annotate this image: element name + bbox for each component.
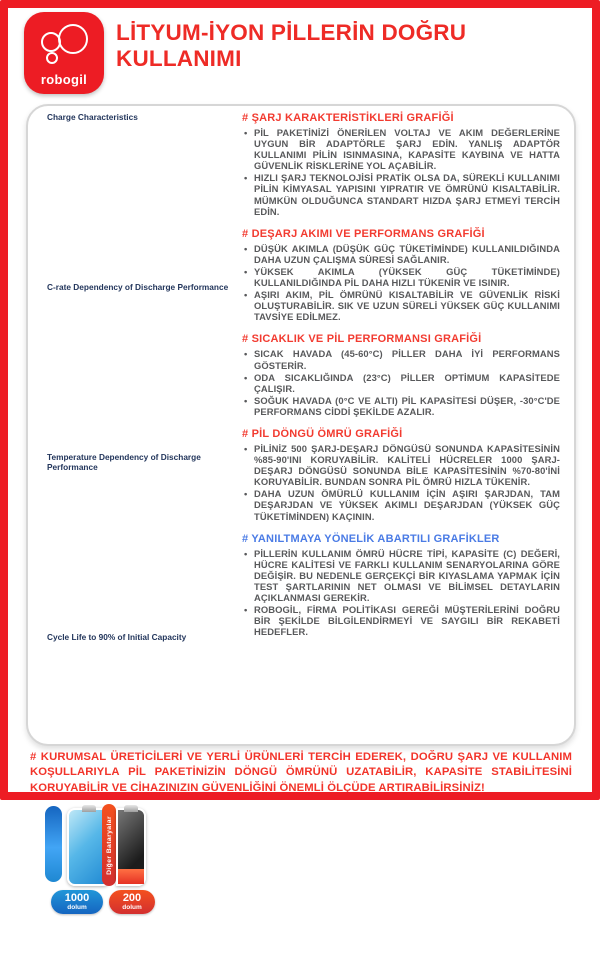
chart-crate-discharge: [41, 282, 237, 444]
text-column: [242, 112, 560, 648]
bullet-item: • YÜKSEK AKIMLA (YÜKSEK GÜÇ TÜKETİMİNDE) KULLANILDIĞINDA PİL DAHA HIZLI TÜKENİR VE ISINIR.: [242, 266, 560, 288]
blue-bar-shape: [45, 806, 62, 882]
chart-title: Temperature Dependency of Discharge Performance: [47, 452, 201, 472]
bullet-item: • PİL PAKETİNİZİ ÖNERİLEN VOLTAJ VE AKIM DEĞERLERİNE UYGUN BİR ADAPTÖRLE ŞARJ EDİN. YANLIŞ ADAPTÖR KULLANIMI PİLİN ISINMASINA, KAPASİTE KAYBINA VE HATTA GÜVENLİK RİSKLERİNE YOL AÇABİLİR.: [242, 127, 560, 171]
bullet-item: • SICAK HAVADA (45-60°C) PİLLER DAHA İYİ PERFORMANS GÖSTERİR.: [242, 348, 560, 370]
bullet-item: • SOĞUK HAVADA (0°C VE ALTI) PİL KAPASİTESİ DÜŞER, -30°C'DE PERFORMANS CİDDİ ŞEKİLDE AZALIR.: [242, 395, 560, 417]
robogil-logo: [24, 12, 104, 94]
bullet-item: • PİLLERİN KULLANIM ÖMRÜ HÜCRE TİPİ, KAPASİTE (C) DEĞERİ, HÜCRE KALİTESİ VE FARKLI KULLANIM SENARYOLARINA GÖRE DEĞİŞİR. BU NEDENLE GERÇEKÇİ BİR KIYASLAMA YAPMAK İÇİN TEST ŞARTLARININ NET OLMASI VE BİLİMSEL DETAYLARIN AÇIKLANMASI GEREKİR.: [242, 548, 560, 603]
section-charge-characteristics: [242, 112, 560, 217]
page-title-line1: LİTYUM-İYON PİLLERİN DOĞRU: [116, 20, 467, 45]
bullet-item: • DÜŞÜK AKIMLA (DÜŞÜK GÜÇ TÜKETİMİNDE) KULLANILDIĞINDA DAHA UZUN ÇALIŞMA SÜRESİ SAĞLANIR.: [242, 243, 560, 265]
section-cycle-life: [242, 428, 560, 522]
page-title-line2: KULLANIMI: [116, 46, 242, 72]
section-misleading-charts: [242, 533, 560, 638]
chart-title: Cycle Life to 90% of Initial Capacity: [47, 632, 187, 642]
section-heading: # PİL DÖNGÜ ÖMRÜ GRAFİĞİ: [242, 427, 403, 440]
other-batteries-banner: [102, 804, 116, 886]
section-heading: # SICAKLIK VE PİL PERFORMANSI GRAFİĞİ: [242, 333, 482, 346]
chart-plot-crate: [41, 294, 237, 444]
banner-label: Diğer Bataryalar: [105, 815, 113, 875]
bullet-item: • DAHA UZUN ÖMÜRLÜ KULLANIM İÇİN AŞIRI ŞARJDAN, TAM DEŞARJDAN VE YÜKSEK AKIMLI DEŞARJDAN (YÜKSEK GÜÇ TÜKETİMİNDEN) KAÇININ.: [242, 488, 560, 521]
section-discharge-current: [242, 228, 560, 323]
chart-plot-charge: [41, 124, 237, 274]
chart-charge-characteristics: [41, 112, 237, 274]
empty-battery-icon: [116, 808, 146, 886]
charge-count-badge-1000: 1000 dolum: [51, 890, 103, 914]
charge-count-badge-200: 200 dolum: [109, 890, 155, 914]
bullet-item: • AŞIRI AKIM, PİL ÖMRÜNÜ KISALTABİLİR VE GÜVENLİK RİSKİ OLUŞTURABİLİR. SIK VE UZUN SÜRELİ YÜKSEK GÜÇ KULLANIMI TAVSİYE EDİLMEZ.: [242, 289, 560, 322]
footer-note: # KURUMSAL ÜRETİCİLERİ VE YERLİ ÜRÜNLERİ TERCİH EDEREK, DOĞRU ŞARJ VE KULLANIM KOŞULLARIYLA PİL PAKETİNİZİN DÖNGÜ ÖMRÜNÜ UZATABİLİR, KAPASİTE STABİLİTESİNİ KORUYABİLİR VE CİHAZINIZIN GÜVENLİĞİNİ ÖNEMLİ ÖLÇÜDE ARTIRABİLİRSİNİZ!: [30, 751, 572, 794]
robogil-logo-icon: [24, 20, 104, 66]
chart-plot-comparison-mini: [145, 814, 341, 964]
bullet-item: • PİLİNİZ 500 ŞARJ-DEŞARJ DÖNGÜSÜ SONUNDA KAPASİTESİNİN %85-90'INI KORUYABİLİR. KALİTELİ HÜCRELER 1000 ŞARJ-DEŞARJ DÖNGÜSÜ SONUNDA BİLE KAPASİTESİNİN %70-80'İNİ KORUYABİLİR. BUNDAN SONRA PİL ÖMRÜ HIZLA TÜKENİR.: [242, 443, 560, 487]
section-heading: # YANILTMAYA YÖNELİK ABARTILI GRAFİKLER: [242, 532, 500, 545]
logo-text: robogil: [40, 72, 88, 87]
chart-title: Charge Characteristics: [47, 112, 138, 122]
battery-comparison-graphic: [41, 802, 237, 920]
bullet-item: • HIZLI ŞARJ TEKNOLOJİSİ PRATİK OLSA DA, SÜREKLİ KULLANIMI PİLİN KİMYASAL YAPISINI YIPRATIR VE ÖMRÜNÜ KISALTABİLİR. MÜMKÜN OLDUĞUNCA STANDART HIZDA ŞARJ ETMEYİ TERCİH EDİN.: [242, 172, 560, 216]
bullet-item: • ODA SICAKLIĞINDA (23°C) PİLLER OPTİMUM KAPASİTEDE ÇALIŞIR.: [242, 372, 560, 394]
bullet-item: • ROBOGİL, FİRMA POLİTİKASI GEREĞİ MÜŞTERİLERİNİ DOĞRU BİR ŞEKİLDE BİLGİLENDİRMEYİ VE SAYGILI BİR REKABETİ HEDEFLER.: [242, 604, 560, 637]
page-title: [116, 20, 556, 72]
low-charge-level: [118, 869, 144, 884]
chart-plot-temperature: [41, 474, 237, 624]
charts-column: [41, 112, 237, 920]
chart-temperature-discharge: [41, 452, 237, 624]
section-heading: # DEŞARJ AKIMI VE PERFORMANS GRAFİĞİ: [242, 227, 485, 240]
section-heading: # ŞARJ KARAKTERİSTİKLERİ GRAFİĞİ: [242, 112, 454, 124]
chart-title: C-rate Dependency of Discharge Performance: [47, 282, 229, 292]
section-temperature-performance: [242, 333, 560, 417]
